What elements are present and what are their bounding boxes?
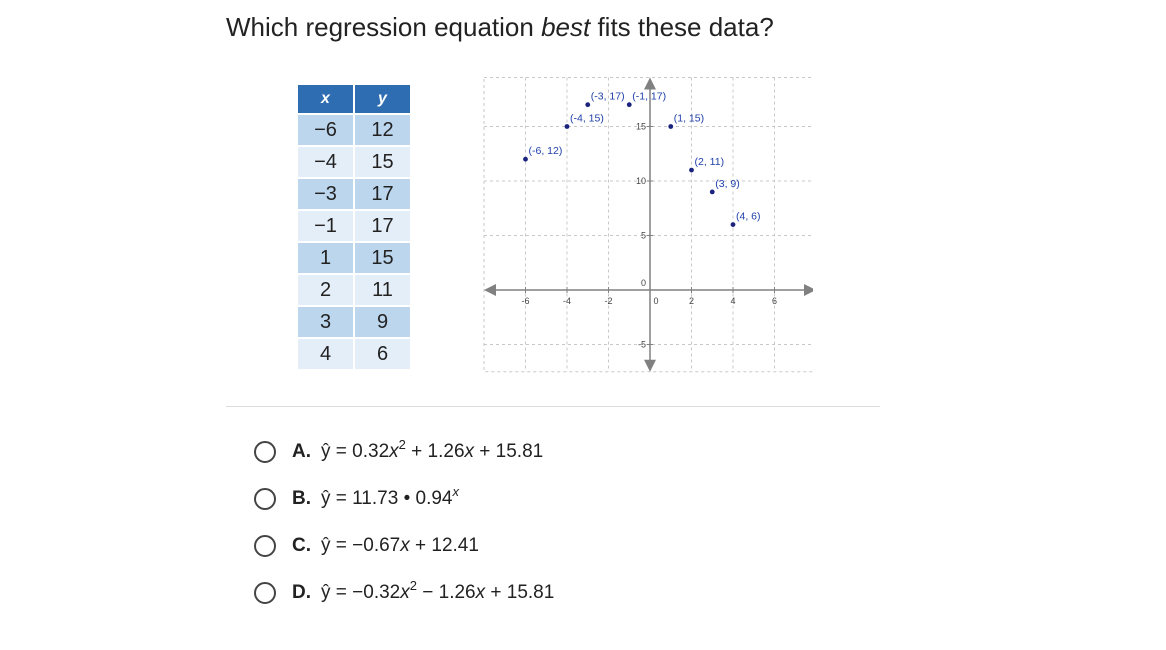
arrow-left-icon	[484, 284, 496, 296]
equation-part: x	[464, 441, 475, 462]
data-point-label: (-1, 17)	[632, 90, 667, 103]
question-prefix: Which regression equation	[226, 12, 542, 42]
choice-letter: A.	[292, 441, 311, 462]
equation-part: + 15.81	[485, 582, 555, 603]
cell-y: 17	[355, 179, 410, 209]
equation-part: − 1.26	[416, 582, 476, 603]
choice-equation	[321, 535, 479, 557]
data-point	[585, 102, 590, 107]
question-suffix: fits these data?	[590, 12, 774, 42]
equation-part: x	[452, 484, 459, 499]
cell-y: 15	[355, 147, 410, 177]
equation-part: x	[400, 582, 410, 603]
table-header-row	[298, 85, 410, 113]
equation-part: x	[400, 535, 410, 556]
arrow-down-icon	[644, 360, 656, 372]
cell-y: 15	[355, 243, 410, 273]
x-tick-label: 0	[653, 296, 659, 306]
data-point	[731, 222, 736, 227]
cell-x: 2	[298, 275, 353, 305]
table-row	[298, 339, 410, 369]
column-header-x: x	[298, 85, 353, 113]
equation-part: ŷ = −0.32	[321, 582, 401, 603]
choice-letter: D.	[292, 582, 311, 603]
y-tick-label: 10	[635, 176, 646, 186]
equation-part: ŷ = 0.32	[321, 441, 390, 462]
choice-letter: C.	[292, 535, 311, 556]
equation-part: 2	[409, 578, 417, 593]
cell-x: −6	[298, 115, 353, 145]
data-point	[565, 124, 570, 129]
table-row	[298, 307, 410, 337]
table-row	[298, 179, 410, 209]
question-emphasis: best	[541, 12, 591, 42]
cell-x: −3	[298, 179, 353, 209]
answer-choice-a[interactable]	[254, 437, 543, 467]
choice-equation	[321, 484, 459, 510]
data-table	[296, 83, 412, 371]
cell-x: 4	[298, 339, 353, 369]
cell-y: 17	[355, 211, 410, 241]
table-row	[298, 211, 410, 241]
equation-part: x	[475, 582, 486, 603]
cell-x: −4	[298, 147, 353, 177]
answer-choice-c[interactable]	[254, 531, 479, 561]
data-point-label: (-3, 17)	[590, 90, 625, 103]
divider	[226, 406, 880, 407]
arrow-up-icon	[644, 77, 656, 89]
cell-y: 11	[355, 275, 410, 305]
x-tick-label: 2	[688, 296, 695, 306]
equation-part: + 1.26	[405, 441, 465, 462]
table-row	[298, 243, 410, 273]
choice-letter: B.	[292, 488, 311, 509]
question-text	[226, 12, 774, 43]
y-tick-label: 15	[635, 121, 646, 132]
column-header-y: y	[355, 85, 410, 113]
data-point-label: (-6, 12)	[528, 145, 563, 158]
cell-y: 9	[355, 307, 410, 337]
answer-choice-b[interactable]	[254, 484, 459, 514]
equation-part: 2	[398, 437, 406, 452]
equation-part: + 15.81	[474, 441, 544, 462]
cell-y: 12	[355, 115, 410, 145]
y-tick-label: 5	[640, 230, 646, 241]
data-point-label: (4, 6)	[736, 210, 761, 223]
data-point	[627, 102, 632, 107]
data-point	[689, 168, 694, 173]
scatter-plot	[473, 72, 813, 382]
answer-choice-d[interactable]	[254, 578, 554, 608]
table-row	[298, 275, 410, 305]
y-tick-label: -5	[637, 339, 646, 350]
equation-part: ŷ = −0.67	[321, 535, 401, 556]
cell-x: 1	[298, 243, 353, 273]
equation-part: ŷ = 11.73 • 0.94	[321, 488, 453, 509]
table-row	[298, 115, 410, 145]
choice-equation	[321, 437, 544, 463]
choice-equation	[321, 578, 555, 604]
radio-button[interactable]	[254, 441, 276, 463]
table-row	[298, 147, 410, 177]
radio-button[interactable]	[254, 488, 276, 510]
cell-y: 6	[355, 339, 410, 369]
data-point-label: (1, 15)	[673, 112, 705, 125]
radio-button[interactable]	[254, 582, 276, 604]
x-tick-label: 6	[771, 296, 778, 306]
arrow-right-icon	[804, 284, 813, 296]
data-point	[710, 190, 715, 195]
equation-part: x	[389, 441, 399, 462]
grid-border	[484, 77, 813, 371]
x-tick-label: -6	[521, 296, 530, 306]
data-point	[668, 124, 673, 129]
y-tick-label: 0	[640, 278, 646, 288]
x-tick-label: -2	[604, 296, 613, 306]
data-point-label: (-4, 15)	[570, 112, 604, 125]
data-point-label: (3, 9)	[715, 177, 740, 190]
data-point-label: (2, 11)	[694, 156, 725, 169]
cell-x: 3	[298, 307, 353, 337]
equation-part: + 12.41	[409, 535, 479, 556]
data-point	[523, 157, 528, 162]
radio-button[interactable]	[254, 535, 276, 557]
table-body	[298, 115, 410, 369]
x-tick-label: -4	[562, 296, 572, 306]
cell-x: −1	[298, 211, 353, 241]
x-tick-label: 4	[730, 296, 736, 306]
